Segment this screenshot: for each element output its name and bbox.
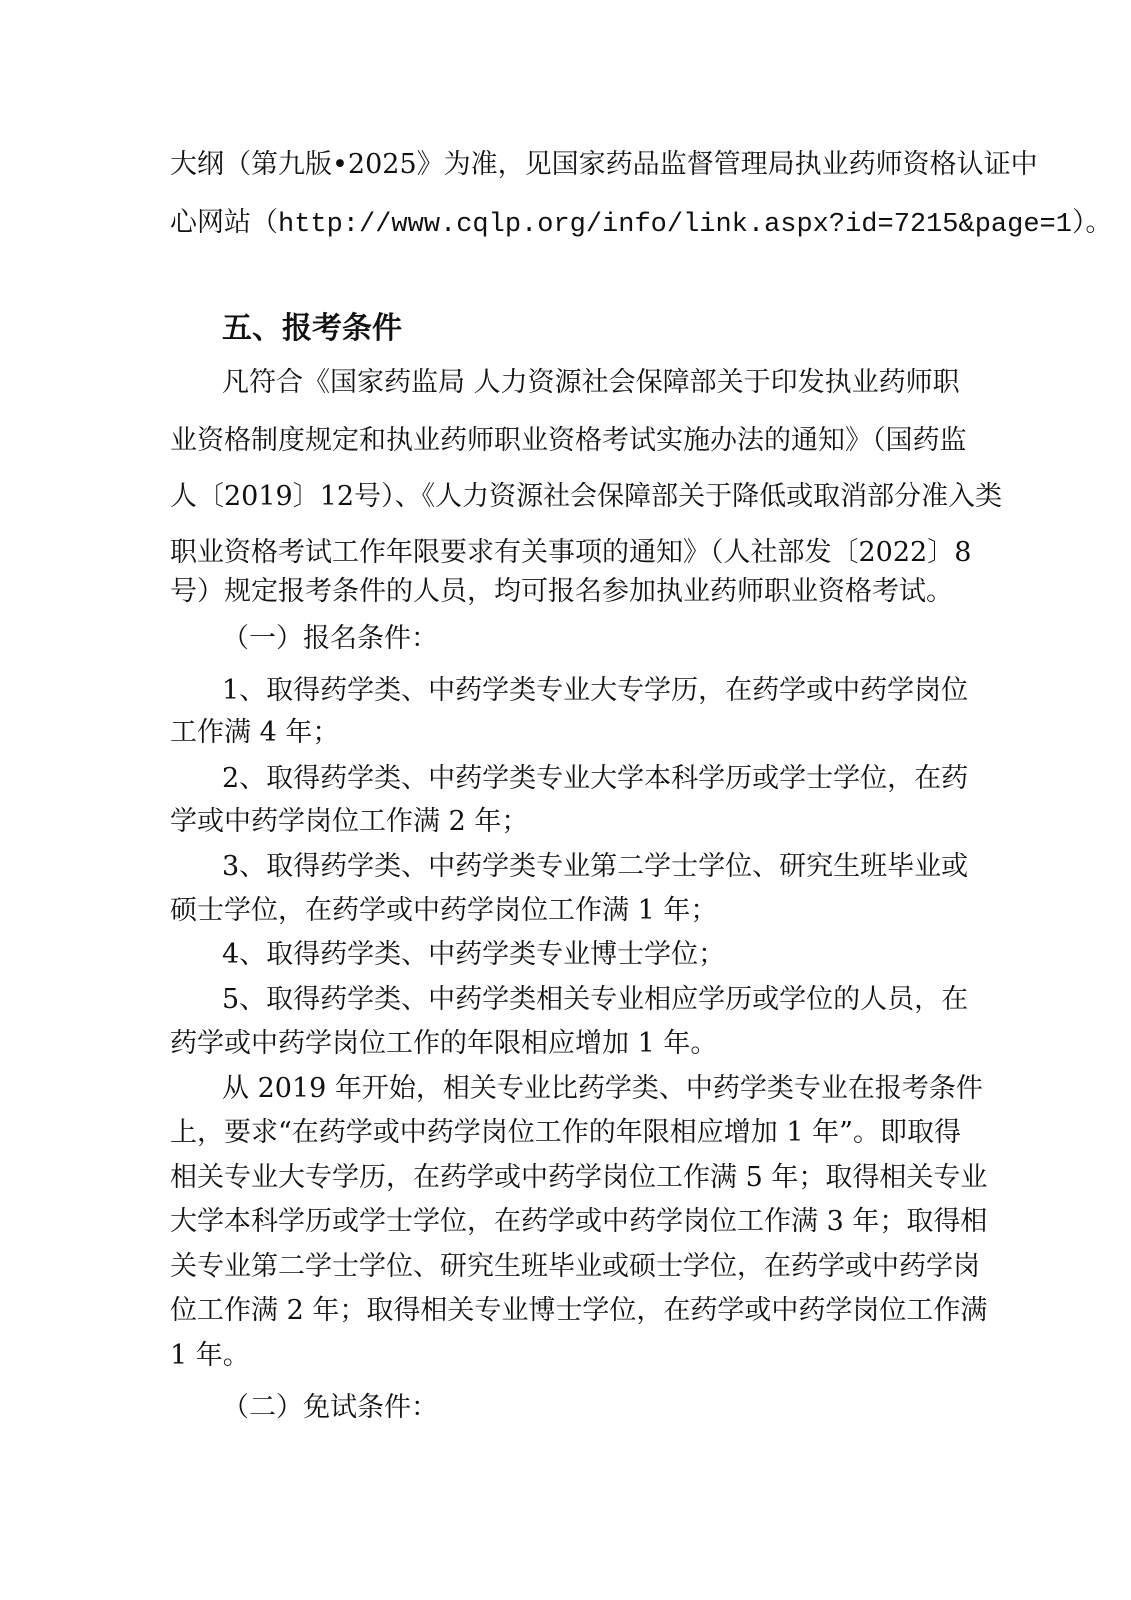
item-3-line-1: 3、取得药学类、中药学类专业第二学士学位、研究生班毕业或	[222, 851, 969, 882]
website-url: http://www.cqlp.org/info/link.aspx?id=7215&page=1	[278, 210, 1072, 240]
para1-line-3: 人〔2019〕12号）、《人力资源社会保障部关于降低或取消部分准入类	[170, 481, 1003, 512]
para2-line-1: 从 2019 年开始，相关专业比药学类、中药学类专业在报考条件	[222, 1073, 983, 1104]
intro-line-2	[170, 203, 1131, 245]
section-title: 五、报考条件	[222, 311, 402, 346]
para2-line-7: 1 年。	[170, 1340, 250, 1371]
para2-line-4: 大学本科学历或学士学位，在药学或中药学岗位工作满 3 年；取得相	[170, 1206, 988, 1237]
item-2-line-2: 学或中药学岗位工作满 2 年；	[170, 806, 529, 837]
item-5-line-1: 5、取得药学类、中药学类相关专业相应学历或学位的人员，在	[222, 984, 969, 1015]
subsection-1-title: （一）报名条件：	[222, 623, 438, 654]
para1-line-1: 凡符合《国家药监局 人力资源社会保障部关于印发执业药师职	[222, 367, 960, 398]
para2-line-3: 相关专业大专学历，在药学或中药学岗位工作满 5 年；取得相关专业	[170, 1162, 988, 1193]
item-2-line-1: 2、取得药学类、中药学类专业大学本科学历或学士学位，在药	[222, 763, 969, 794]
para2-line-2: 上，要求“在药学或中药学岗位工作的年限相应增加 1 年”。即取得	[170, 1117, 961, 1148]
para1-line-2: 业资格制度规定和执业药师职业资格考试实施办法的通知》（国药监	[170, 425, 967, 456]
intro-line-1: 大纲（第九版•2025》为准，见国家药品监督管理局执业药师资格认证中	[170, 149, 1038, 180]
para1-line-5: 号）规定报考条件的人员，均可报名参加执业药师职业资格考试。	[170, 576, 953, 607]
para2-line-5: 关专业第二学士学位、研究生班毕业或硕士学位，在药学或中药学岗	[170, 1251, 980, 1282]
item-1-line-2: 工作满 4 年；	[170, 717, 340, 748]
item-1-line-1: 1、取得药学类、中药学类专业大专学历，在药学或中药学岗位	[222, 675, 969, 706]
intro-line-2-suffix: ）。	[1071, 207, 1113, 238]
para1-line-4: 职业资格考试工作年限要求有关事项的通知》（人社部发〔2022〕8	[170, 537, 972, 568]
item-5-line-2: 药学或中药学岗位工作的年限相应增加 1 年。	[170, 1028, 718, 1059]
intro-line-2-prefix: 心网站（	[170, 207, 278, 238]
item-3-line-2: 硕士学位，在药学或中药学岗位工作满 1 年；	[170, 895, 718, 926]
subsection-2-title: （二）免试条件：	[222, 1392, 438, 1423]
item-4-line-1: 4、取得药学类、中药学类专业博士学位；	[222, 939, 726, 970]
para2-line-6: 位工作满 2 年；取得相关专业博士学位，在药学或中药学岗位工作满	[170, 1295, 988, 1326]
